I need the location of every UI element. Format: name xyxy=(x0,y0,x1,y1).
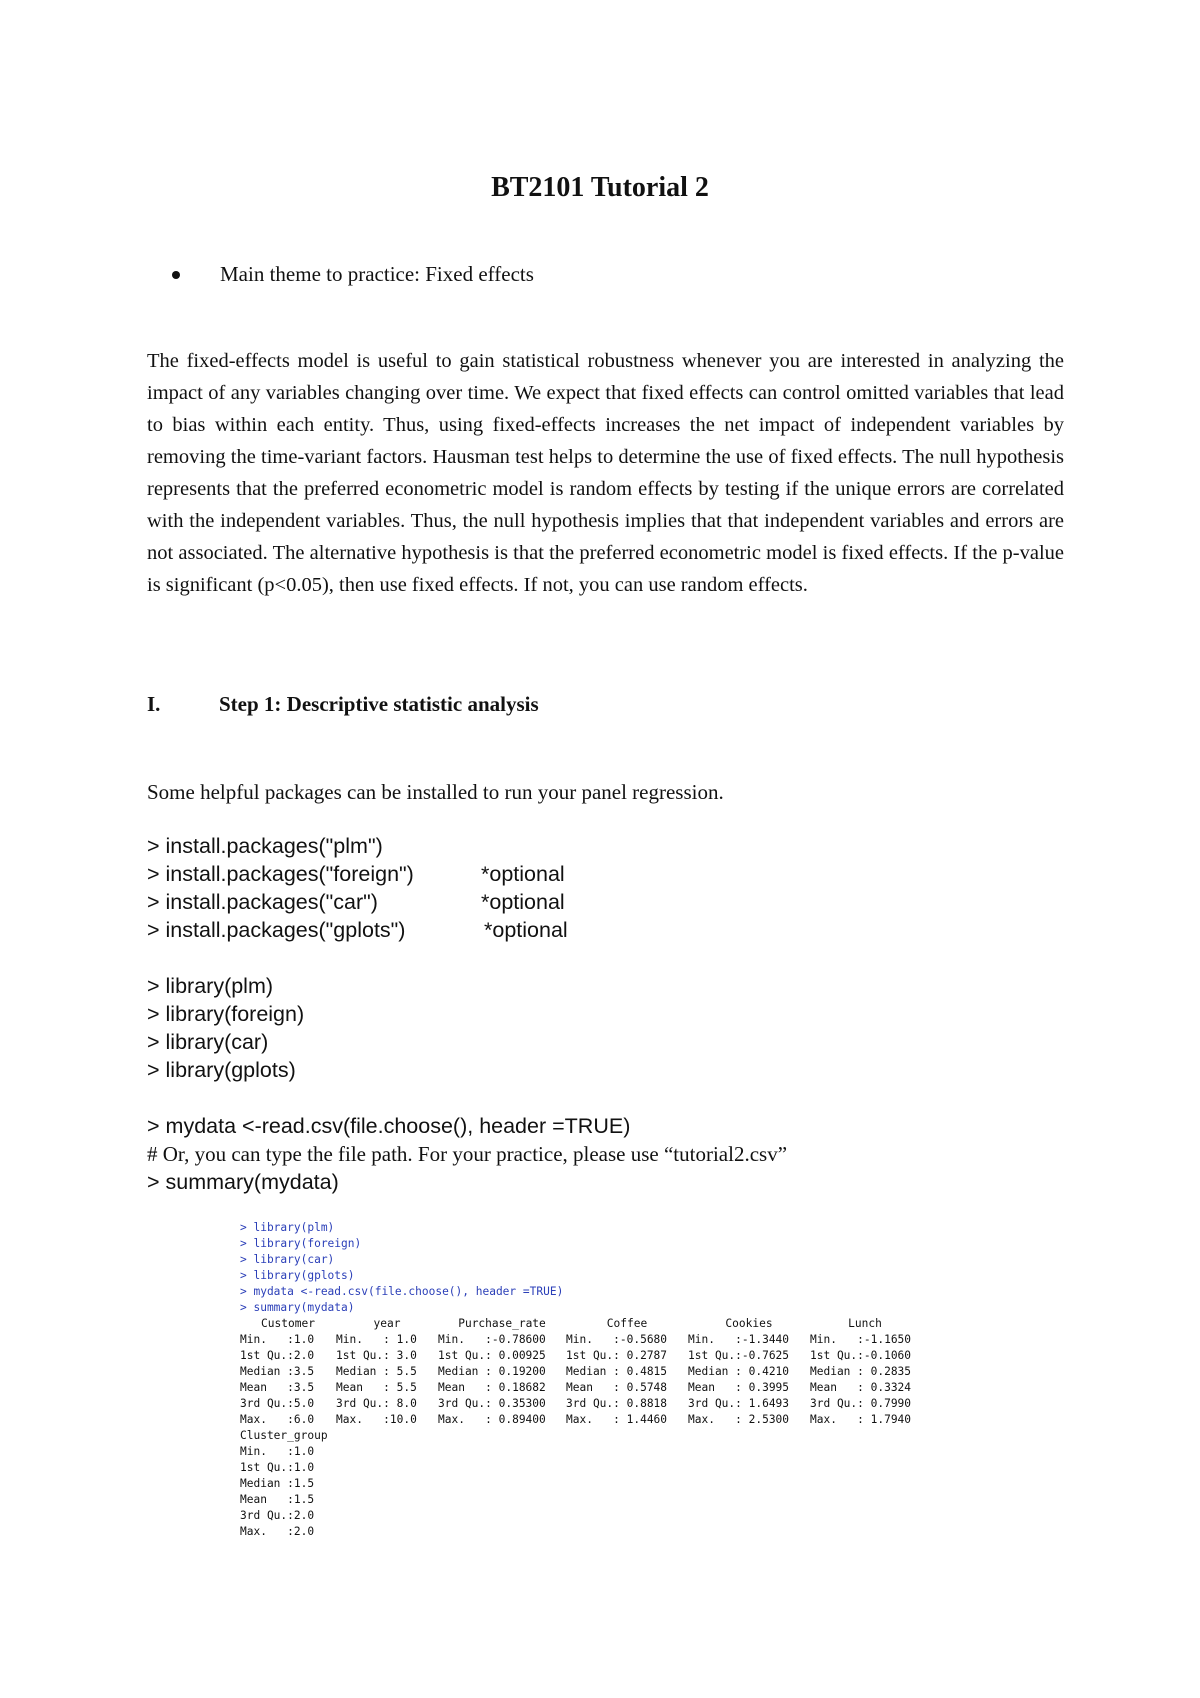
summary-cell: 1st Qu.:-0.7625 xyxy=(688,1349,790,1362)
summary-extra-row: 3rd Qu.:2.0 xyxy=(240,1509,315,1522)
summary-cell: Min. :1.0 xyxy=(240,1333,315,1346)
summary-cell: Max. :6.0 xyxy=(240,1413,315,1426)
summary-row xyxy=(240,1396,920,1412)
read-csv-line: > mydata <-read.csv(file.choose(), header =TRUE) xyxy=(147,1114,631,1138)
summary-cell: 3rd Qu.:5.0 xyxy=(240,1397,315,1410)
summary-extra-row: Max. :2.0 xyxy=(240,1525,315,1538)
summary-cell: Max. : 1.7940 xyxy=(810,1413,912,1426)
summary-extra-row: Median :1.5 xyxy=(240,1477,315,1490)
console-command: > library(car) xyxy=(240,1253,335,1266)
summary-row xyxy=(240,1364,920,1380)
optional-note: *optional xyxy=(481,862,565,886)
install-line: > install.packages("gplots") xyxy=(147,918,406,942)
summary-cell: Mean : 5.5 xyxy=(336,1381,417,1394)
summary-cell: Mean : 0.3995 xyxy=(688,1381,790,1394)
summary-cell: Max. : 2.5300 xyxy=(688,1413,790,1426)
summary-extra-row: 1st Qu.:1.0 xyxy=(240,1461,315,1474)
install-line: > install.packages("foreign") xyxy=(147,862,414,886)
summary-row xyxy=(240,1412,920,1428)
summary-header: Lunch xyxy=(848,1317,882,1330)
summary-extra-header: Cluster_group xyxy=(240,1429,328,1442)
summary-header: year xyxy=(373,1317,401,1330)
summary-cell: Median : 0.19200 xyxy=(438,1365,546,1378)
summary-line: > summary(mydata) xyxy=(147,1170,339,1194)
summary-table xyxy=(240,1316,920,1428)
bullet-dot-icon xyxy=(172,271,180,279)
optional-note: *optional xyxy=(481,890,565,914)
summary-cell: 3rd Qu.: 8.0 xyxy=(336,1397,417,1410)
summary-header: Customer xyxy=(261,1317,315,1330)
theme-bullet xyxy=(184,262,534,287)
summary-cell: Median : 0.4210 xyxy=(688,1365,790,1378)
summary-cell: Median : 5.5 xyxy=(336,1365,417,1378)
summary-header: Cookies xyxy=(725,1317,773,1330)
summary-cell: 3rd Qu.: 1.6493 xyxy=(688,1397,790,1410)
summary-cell: Max. : 1.4460 xyxy=(566,1413,668,1426)
summary-extra-row: Min. :1.0 xyxy=(240,1445,315,1458)
summary-cell: Max. :10.0 xyxy=(336,1413,417,1426)
summary-header-row xyxy=(240,1316,920,1332)
console-command: > summary(mydata) xyxy=(240,1301,355,1314)
library-line: > library(foreign) xyxy=(147,1002,305,1026)
r-console-output xyxy=(240,1220,940,1540)
summary-cell: Median :3.5 xyxy=(240,1365,315,1378)
console-command: > library(gplots) xyxy=(240,1269,355,1282)
summary-header: Coffee xyxy=(606,1317,648,1330)
summary-row xyxy=(240,1348,920,1364)
summary-cell: 3rd Qu.: 0.35300 xyxy=(438,1397,546,1410)
summary-header: Purchase_rate xyxy=(458,1317,546,1330)
summary-row xyxy=(240,1380,920,1396)
summary-cell: Min. :-1.3440 xyxy=(688,1333,790,1346)
packages-intro: Some helpful packages can be installed to run your panel regression. xyxy=(147,780,724,804)
library-line: > library(gplots) xyxy=(147,1058,296,1082)
summary-cell: 1st Qu.: 0.00925 xyxy=(438,1349,546,1362)
optional-note: *optional xyxy=(484,918,568,942)
summary-cell: 1st Qu.:2.0 xyxy=(240,1349,315,1362)
summary-cell: Min. :-0.78600 xyxy=(438,1333,546,1346)
section-number: I. xyxy=(147,692,161,716)
library-line: > library(plm) xyxy=(147,974,274,998)
page-title: BT2101 Tutorial 2 xyxy=(491,172,709,203)
summary-cell: 1st Qu.: 0.2787 xyxy=(566,1349,668,1362)
summary-cell: Median : 0.4815 xyxy=(566,1365,668,1378)
console-command: > library(foreign) xyxy=(240,1237,362,1250)
summary-cell: Min. :-0.5680 xyxy=(566,1333,668,1346)
install-line: > install.packages("plm") xyxy=(147,834,383,858)
summary-cell: 3rd Qu.: 0.7990 xyxy=(810,1397,912,1410)
console-command: > library(plm) xyxy=(240,1221,335,1234)
summary-extra-row: Mean :1.5 xyxy=(240,1493,315,1506)
library-line: > library(car) xyxy=(147,1030,269,1054)
theme-text: Main theme to practice: Fixed effects xyxy=(220,262,534,286)
summary-cell: 1st Qu.: 3.0 xyxy=(336,1349,417,1362)
summary-row xyxy=(240,1332,920,1348)
summary-cell: Mean : 0.3324 xyxy=(810,1381,912,1394)
summary-cell: Median : 0.2835 xyxy=(810,1365,912,1378)
summary-cell: Max. : 0.89400 xyxy=(438,1413,546,1426)
summary-cell: Mean : 0.5748 xyxy=(566,1381,668,1394)
summary-cell: Mean :3.5 xyxy=(240,1381,315,1394)
summary-cell: 3rd Qu.: 0.8818 xyxy=(566,1397,668,1410)
install-line: > install.packages("car") xyxy=(147,890,378,914)
intro-paragraph: The fixed-effects model is useful to gain statistical robustness whenever you are interested in analyzing the impact of any variables changing over time. We expect that fixed effects can control omitted variables that lead to bias within each entity. Thus, using fixed-effects increases the net impact of independent variables by removing the time-variant factors. Hausman test helps to determine the use of fixed effects. The null hypothesis represents that the preferred econometric model is random effects by testing if the unique errors are correlated with the independent variables. Thus, the null hypothesis implies that that independent variables and errors are not associated. The alternative hypothesis is that the preferred econometric model is fixed effects. If the p-value is significant (p<0.05), then use fixed effects. If not, you can use random effects. xyxy=(147,350,1064,596)
console-command: > mydata <-read.csv(file.choose(), header =TRUE) xyxy=(240,1285,564,1298)
summary-cell: Min. : 1.0 xyxy=(336,1333,417,1346)
comment-line: # Or, you can type the file path. For your practice, please use “tutorial2.csv” xyxy=(147,1142,788,1166)
summary-cell: Min. :-1.1650 xyxy=(810,1333,912,1346)
summary-cell: 1st Qu.:-0.1060 xyxy=(810,1349,912,1362)
section-title: Step 1: Descriptive statistic analysis xyxy=(219,692,539,716)
summary-cell: Mean : 0.18682 xyxy=(438,1381,546,1394)
